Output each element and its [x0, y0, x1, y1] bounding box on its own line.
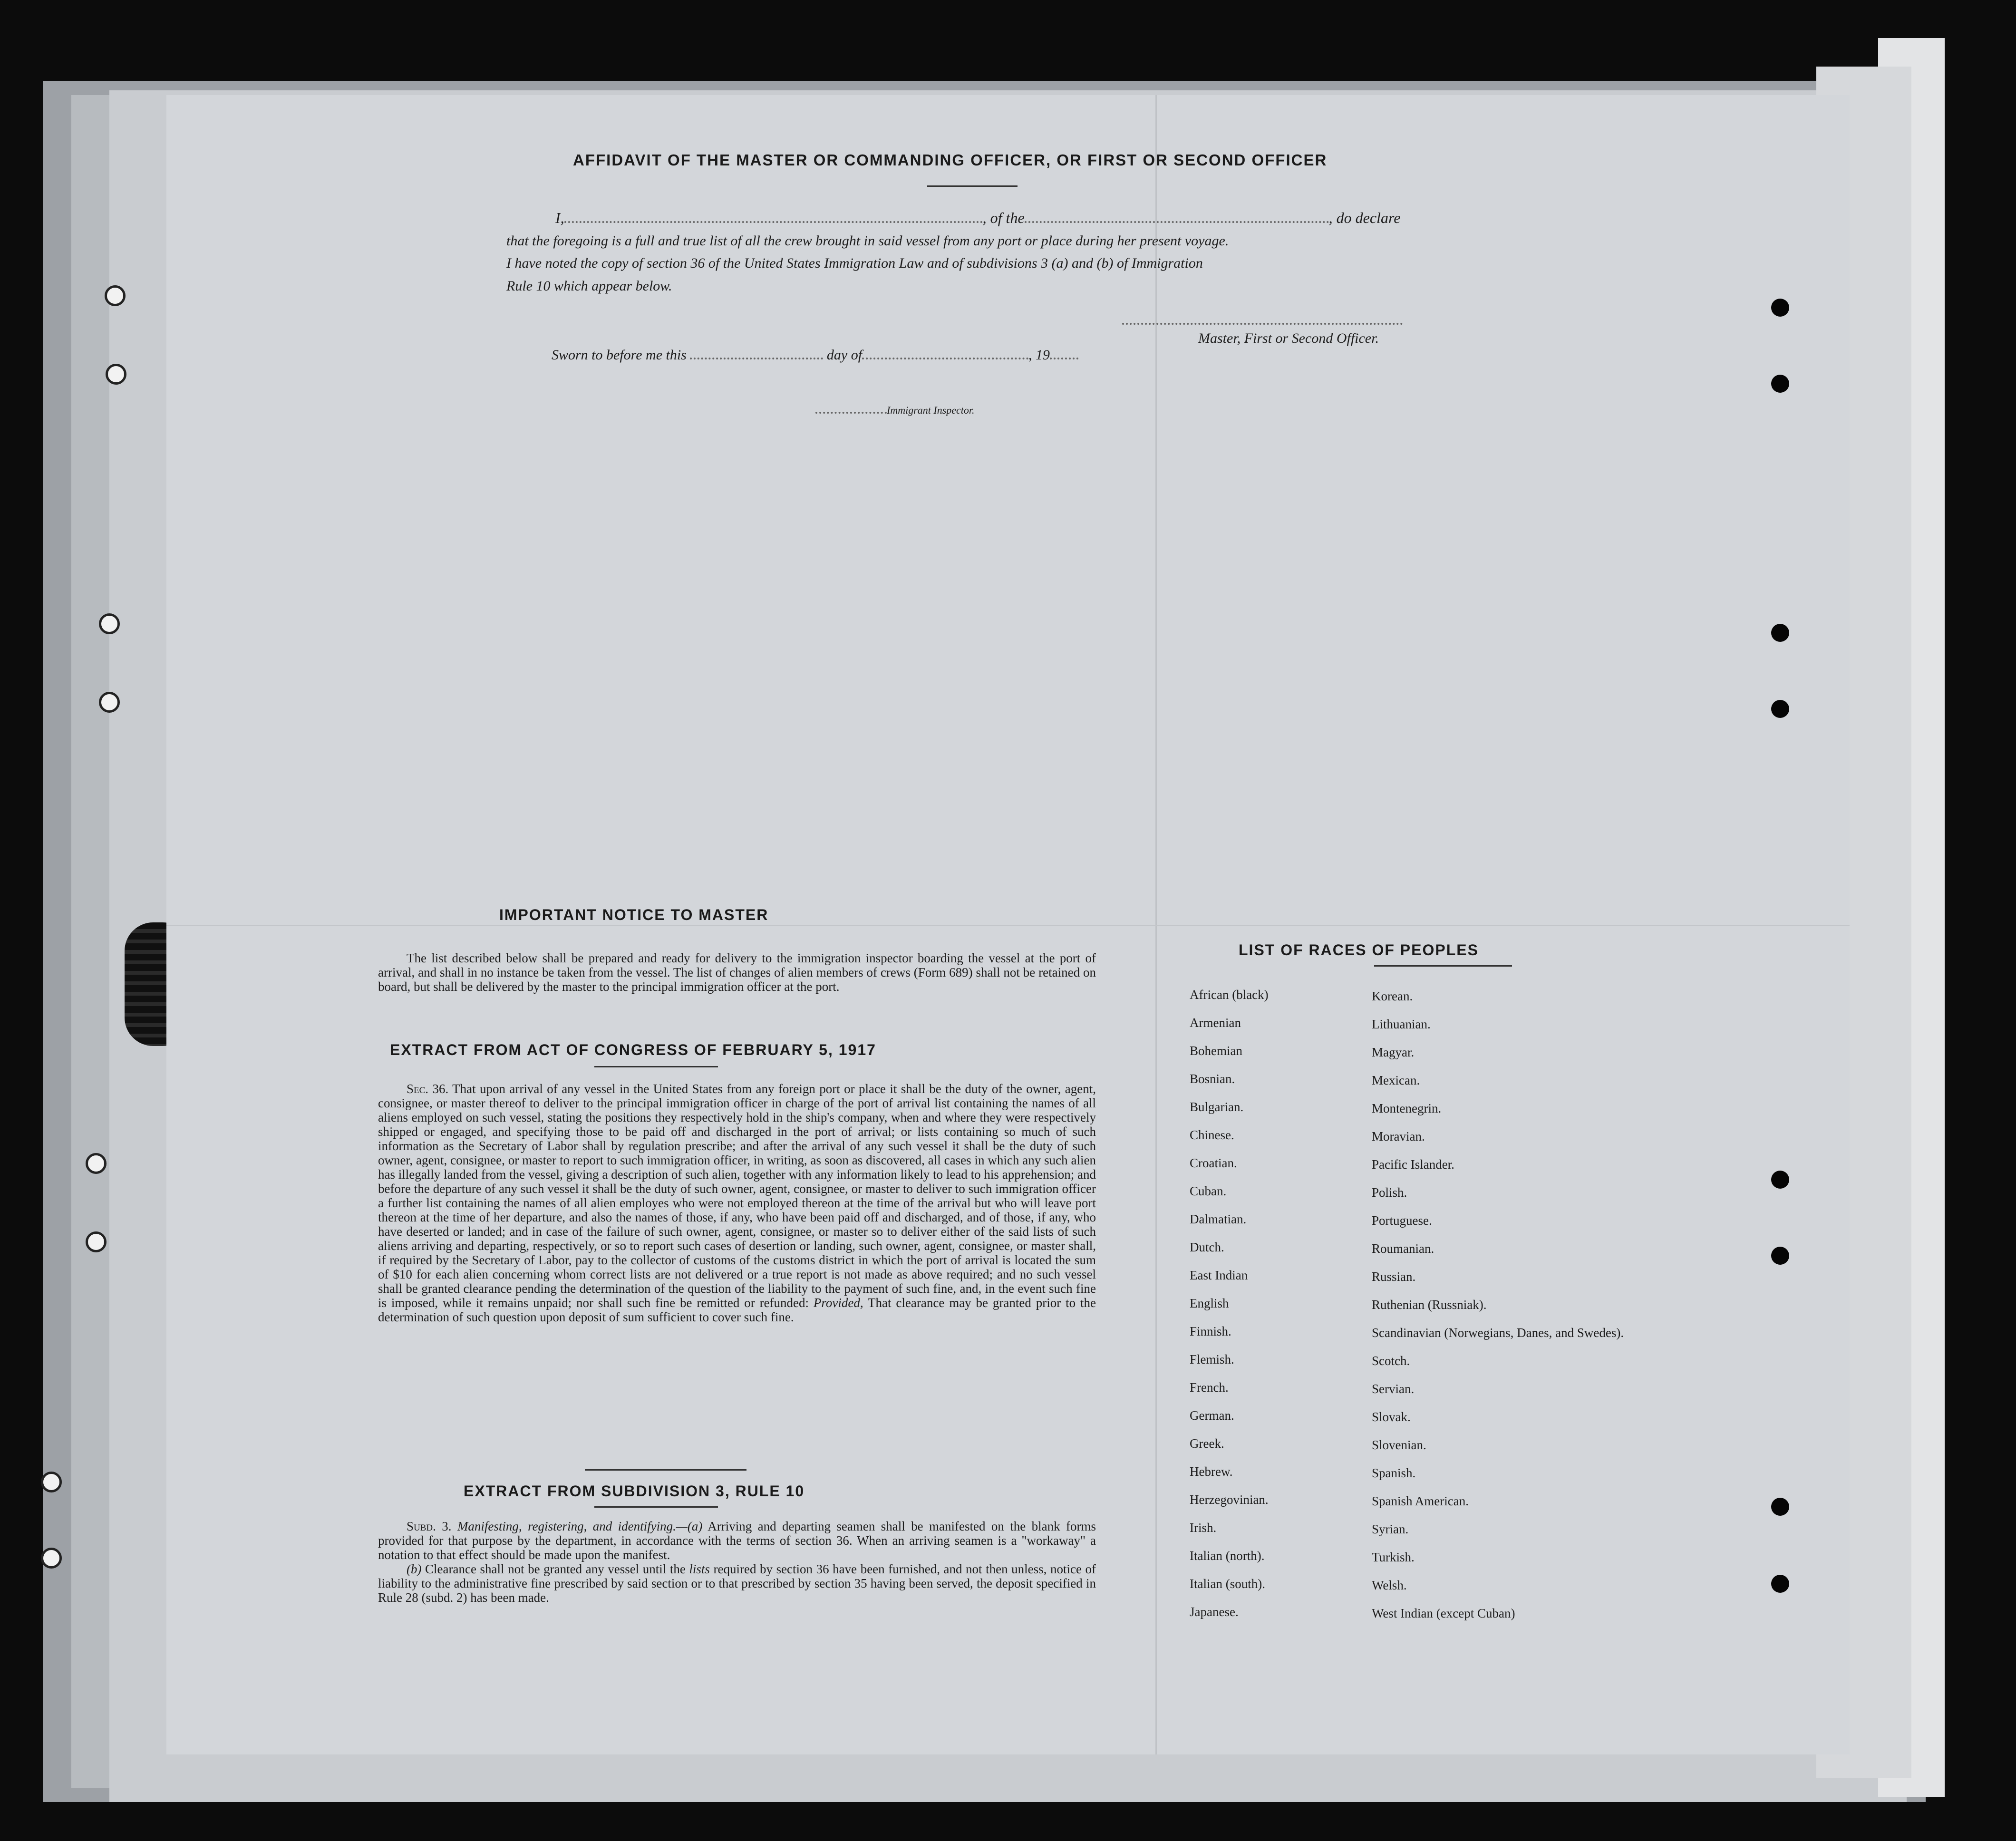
binder-hole-icon — [86, 1153, 107, 1174]
title-rule — [1374, 965, 1512, 967]
race-item: Dutch. — [1190, 1240, 1224, 1254]
act-text — [378, 1082, 1096, 1324]
race-item: Polish. — [1372, 1185, 1407, 1200]
fold-line — [166, 925, 1850, 926]
binder-hole-icon — [1771, 299, 1789, 317]
act-title: EXTRACT FROM ACT OF CONGRESS OF FEBRUARY 5, 1917 — [390, 1041, 876, 1058]
sworn-year: , 19 — [1028, 347, 1050, 363]
race-item: Finnish. — [1190, 1324, 1231, 1338]
subdivision-b-body-1: Clearance shall not be granted any vessel until the — [425, 1562, 686, 1576]
race-item: Irish. — [1190, 1521, 1217, 1535]
race-item: Syrian. — [1372, 1522, 1409, 1536]
act-body: That upon arrival of any vessel in the United States from any foreign port or place it shall be the duty of the owner, agent, consignee, or master thereof to deliver to the principal immigration officer in charge of the port of arrival list containing the names of all aliens employed on such vessel, stating the positions they respectively hold in the ship's company, when and where they were respectively shipped or engaged, and specifying those to be paid off and discharged in the port of arrival; or lists containing so much of such information as the Secretary of Labor shall by regulation prescribe; and after the arrival of any such vessel it shall be the duty of such owner, agent, consignee, or master to report to such immigration officer, in writing, as soon as discovered, all cases in which any such alien has illegally landed from the vessel, giving a description of such alien, together with any information likely to lead to his apprehension; and before the departure of any such vessel it shall be the duty of such owner, agent, consignee, or master to deliver to such immigration officer a further list containing the names of all alien employes who were not employed thereon at the time of the arrival but who will leave port thereon at the time of her departure, and also the names of those, if any, who have been paid off and discharged, and of those, if any, who have deserted or landed; and in case of the failure of such owner, agent, consignee, or master so to deliver either of the said lists of such aliens arriving and departing, respectively, or so to report such cases of desertion or landing, such owner, agent, consignee, or master shall, if required by the Secretary of Labor, pay to the collector of customs of the customs district in which the port of arrival is located the sum of $10 for each alien concerning whom correct lists are not delivered or a true report is not made as above required; and no such vessel shall be granted clearance pending the determination of the question of the liability to the payment of such fine, and, in the event such fine is imposed, while it remains unpaid; nor shall such fine be remitted or refunded: — [378, 1082, 1096, 1310]
binder-hole-icon — [106, 364, 126, 385]
subdivision-b-lists: lists — [689, 1562, 710, 1576]
sworn-month-blank — [862, 358, 1028, 359]
sworn-day-of: day of — [826, 347, 863, 363]
race-item: Spanish American. — [1372, 1494, 1469, 1508]
race-item: Roumanian. — [1372, 1241, 1434, 1256]
binder-hole-icon — [1771, 375, 1789, 393]
notice-title: IMPORTANT NOTICE TO MASTER — [499, 906, 769, 923]
race-item: Bulgarian. — [1190, 1100, 1244, 1114]
race-item: Bosnian. — [1190, 1072, 1235, 1086]
name-blank — [564, 221, 983, 223]
races-title: LIST OF RACES OF PEOPLES — [1239, 941, 1479, 959]
binder-hole-icon — [41, 1548, 62, 1569]
race-item: Slovak. — [1372, 1410, 1411, 1424]
act-provided: Provided, — [813, 1296, 863, 1310]
race-item: Korean. — [1372, 989, 1413, 1003]
act-section-label: Sec. 36. — [407, 1082, 449, 1096]
affidavit-line-4: Rule 10 which appear below. — [506, 278, 672, 294]
race-item: Russian. — [1372, 1269, 1416, 1284]
section-rule — [585, 1469, 746, 1471]
race-item: English — [1190, 1296, 1229, 1310]
race-item: Chinese. — [1190, 1128, 1234, 1142]
race-item: Japanese. — [1190, 1605, 1239, 1619]
race-item: Turkish. — [1372, 1550, 1415, 1564]
binder-hole-icon — [1771, 1171, 1789, 1189]
notice-paragraph: The list described below shall be prepared and ready for delivery to the immigration inspector boarding the vessel at the port of arrival, and shall in no instance be taken from the vessel. The list of changes of alien members of crews (Form 689) shall not be retained on board, but shall be delivered by the master to the principal immigration officer at the port. — [378, 951, 1096, 994]
race-item: Ruthenian (Russniak). — [1372, 1298, 1487, 1312]
act-paragraph — [378, 1082, 1096, 1324]
race-item: Scandinavian (Norwegians, Danes, and Swedes). — [1372, 1326, 1624, 1340]
race-item: Lithuanian. — [1372, 1017, 1431, 1031]
binder-hole-icon — [105, 285, 126, 306]
race-item: Hebrew. — [1190, 1464, 1233, 1479]
title-rule — [594, 1066, 718, 1067]
race-item: Portuguese. — [1372, 1213, 1432, 1228]
race-item: Italian (south). — [1190, 1577, 1265, 1591]
affidavit-declare: , do declare — [1328, 209, 1401, 226]
sworn-date-blank — [690, 358, 823, 359]
binder-hole-icon — [99, 692, 120, 713]
binder-hole-icon — [1771, 624, 1789, 642]
race-item: Slovenian. — [1372, 1438, 1426, 1452]
race-item: French. — [1190, 1380, 1229, 1395]
race-item: Croatian. — [1190, 1156, 1237, 1170]
binder-hole-icon — [41, 1472, 62, 1492]
vessel-blank — [1025, 221, 1329, 223]
signature-blank — [1122, 323, 1403, 325]
subdivision-a-body: Arriving and departing seamen shall be manifested on the blank forms provided for that purpose by the department, in accordance with the terms of section 36. When an arriving seamen is a "workaway" a notation to that effect should be made upon the manifest. — [378, 1519, 1096, 1562]
inspector-line — [815, 404, 975, 417]
subdivision-b-body-2: required by section 36 have been furnished, and not then unless, notice of liability to the administrative fine prescribed by said section or to that prescribed by section 35 having been served, the deposit specified in Rule 28 (subd. 2) has been made. — [378, 1562, 1096, 1605]
race-item: Greek. — [1190, 1436, 1224, 1451]
race-item: Servian. — [1372, 1382, 1415, 1396]
binder-hole-icon — [99, 613, 120, 634]
race-item: African (black) — [1190, 988, 1269, 1002]
race-item: Moravian. — [1372, 1129, 1425, 1143]
binder-hole-icon — [1771, 1498, 1789, 1516]
manifest-page — [166, 95, 1850, 1754]
races-left-column — [1190, 988, 1269, 1633]
race-item: East Indian — [1190, 1268, 1248, 1282]
race-item: Spanish. — [1372, 1466, 1416, 1480]
signature-line — [1122, 319, 1403, 327]
affidavit-line-1 — [555, 209, 1400, 227]
subdivision-b-label: (b) — [407, 1562, 422, 1576]
race-item: Italian (north). — [1190, 1549, 1265, 1563]
sworn-prefix: Sworn to before me this — [552, 347, 687, 363]
race-item: Montenegrin. — [1372, 1101, 1442, 1115]
affidavit-title: AFFIDAVIT OF THE MASTER OR COMMANDING OFFICER, OR FIRST OR SECOND OFFICER — [573, 151, 1328, 169]
inspector-label: Immigrant Inspector. — [887, 404, 975, 416]
subdivision-b — [378, 1562, 1096, 1605]
race-item: West Indian (except Cuban) — [1372, 1606, 1515, 1620]
title-rule — [927, 185, 1018, 187]
race-item: Herzegovinian. — [1190, 1492, 1269, 1507]
race-item: Pacific Islander. — [1372, 1157, 1454, 1172]
race-item: Cuban. — [1190, 1184, 1227, 1198]
race-item: Mexican. — [1372, 1073, 1420, 1087]
binder-hole-icon — [86, 1231, 107, 1252]
title-rule — [594, 1506, 718, 1508]
race-item: Dalmatian. — [1190, 1212, 1247, 1226]
affidavit-line-3: I have noted the copy of section 36 of the United States Immigration Law and of subdivisions 3 (a) and (b) of Immigration — [506, 255, 1203, 271]
races-right-column — [1372, 989, 1624, 1634]
race-item: Flemish. — [1190, 1352, 1234, 1366]
binder-hole-icon — [1771, 1247, 1789, 1265]
race-item: German. — [1190, 1408, 1234, 1423]
race-item: Armenian — [1190, 1016, 1241, 1030]
binder-hole-icon — [1771, 700, 1789, 718]
race-item: Scotch. — [1372, 1354, 1410, 1368]
notice-text — [378, 951, 1096, 994]
subdivision-text — [378, 1519, 1096, 1605]
subdivision-title: EXTRACT FROM SUBDIVISION 3, RULE 10 — [464, 1482, 805, 1500]
subdivision-a-heading: Manifesting, registering, and identifying.—(a) — [457, 1519, 703, 1533]
affidavit-prefix: I, — [555, 209, 564, 226]
affidavit-line-2: that the foregoing is a full and true list of all the crew brought in said vessel from any port or place during her present voyage. — [506, 233, 1229, 249]
race-item: Welsh. — [1372, 1578, 1407, 1592]
subdivision-a-label: Subd. 3. — [407, 1519, 452, 1533]
binder-hole-icon — [1771, 1575, 1789, 1593]
sworn-line — [552, 347, 1078, 363]
affidavit-of-the: , of the — [982, 209, 1025, 226]
act-body-end: That clearance may be granted prior to the determination of such question upon deposit of sum sufficient to cover such fine. — [378, 1296, 1096, 1324]
race-item: Magyar. — [1372, 1045, 1415, 1059]
subdivision-a — [378, 1519, 1096, 1562]
signature-label: Master, First or Second Officer. — [1198, 330, 1379, 346]
sworn-year-blank — [1050, 358, 1078, 359]
race-item: Bohemian — [1190, 1044, 1242, 1058]
inspector-blank — [815, 412, 887, 414]
